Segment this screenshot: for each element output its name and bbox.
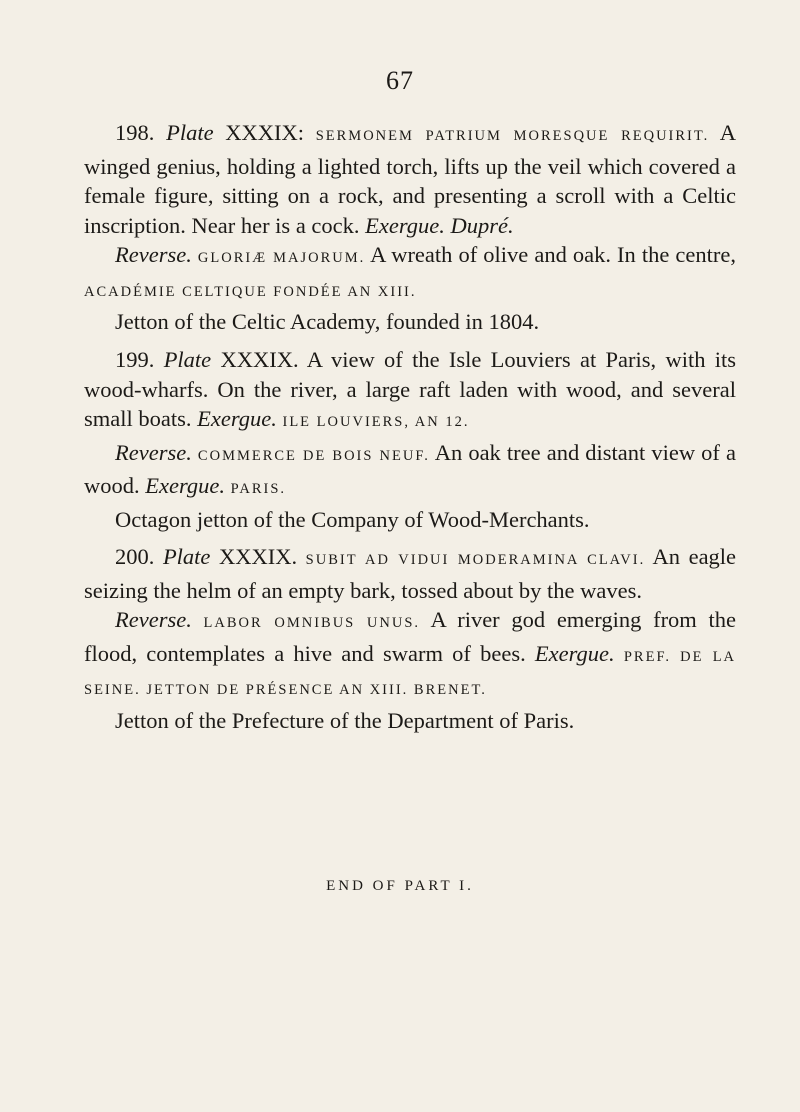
plate-label: Plate xyxy=(162,544,211,569)
reverse-label: Reverse. xyxy=(115,242,192,267)
exergue-text: ILE LOUVIERS, AN 12. xyxy=(282,414,470,430)
reverse-description: An oak tree and distant view of a wood. xyxy=(84,439,737,498)
reverse-description: A wreath of olive and oak. In the centre, xyxy=(370,242,736,267)
plate-number: XXXIX. xyxy=(220,347,299,372)
entry-number: 198. xyxy=(115,120,155,145)
reverse-description: A river god emerging from the flood, contemplates a hive and swarm of bees. xyxy=(84,607,736,666)
reverse-legend: GLORIÆ MAJORUM. xyxy=(197,250,366,266)
obverse-legend: SERMONEM PATRIUM MORESQUE REQUIRIT. xyxy=(315,128,710,144)
entry-summary: Octagon jetton of the Company of Wood-Merchants. xyxy=(115,506,590,532)
exergue-text: Dupré. xyxy=(450,212,514,238)
reverse-label: Reverse. xyxy=(115,607,192,632)
exergue-label: Exergue. xyxy=(534,640,615,666)
entry-summary: Jetton of the Prefecture of the Department of Paris. xyxy=(115,707,575,733)
entry-reverse xyxy=(84,438,736,505)
reverse-inscription: ACADÉMIE CELTIQUE FONDÉE AN XIII. xyxy=(84,283,417,300)
obverse-description: A view of the Isle Louviers at Paris, with its wood-wharfs. On the river, a large raft laden with wood, and several small boats. xyxy=(84,347,737,431)
entry-obverse xyxy=(84,542,736,605)
reverse-label: Reverse. xyxy=(115,439,192,465)
entry-number: 199. xyxy=(115,347,155,372)
plate-label: Plate xyxy=(163,347,212,372)
end-of-part-note: END OF PART I. xyxy=(326,878,474,894)
exergue-label: Exergue. xyxy=(365,212,445,238)
entry-198 xyxy=(84,118,736,337)
exergue-label: Exergue. xyxy=(197,406,277,431)
plate-number: XXXIX. xyxy=(218,544,298,569)
plate-label: Plate xyxy=(166,120,214,145)
entry-obverse xyxy=(84,118,736,240)
entry-200 xyxy=(84,542,736,735)
entry-199 xyxy=(84,345,736,534)
obverse-legend: SUBIT AD VIDUI MODERAMINA CLAVI. xyxy=(305,552,646,568)
entry-reverse xyxy=(84,605,736,706)
page-number: 67 xyxy=(386,66,414,95)
exergue-text: PARIS. xyxy=(230,481,287,497)
reverse-legend: COMMERCE DE BOIS NEUF. xyxy=(197,447,430,464)
entry-reverse xyxy=(84,240,736,307)
obverse-description: An eagle seizing the helm of an empty bark, tossed about by the waves. xyxy=(84,544,737,603)
entry-number: 200. xyxy=(115,544,155,569)
entry-obverse xyxy=(84,345,736,438)
exergue-text: PREF. DE LA SEINE. JETTON DE PRÉSENCE AN XIII. BRENET. xyxy=(84,648,737,698)
entry-summary: Jetton of the Celtic Academy, founded in 1804. xyxy=(115,309,540,334)
exergue-label: Exergue. xyxy=(145,473,225,498)
reverse-legend: LABOR OMNIBUS UNUS. xyxy=(203,615,421,631)
obverse-description: A winged genius, holding a lighted torch, lifts up the veil which covered a female figure, sitting on a rock, and presenting a scroll with a Celtic inscription. Near her is a cock. xyxy=(84,120,737,238)
plate-number: XXXIX: xyxy=(225,120,305,145)
